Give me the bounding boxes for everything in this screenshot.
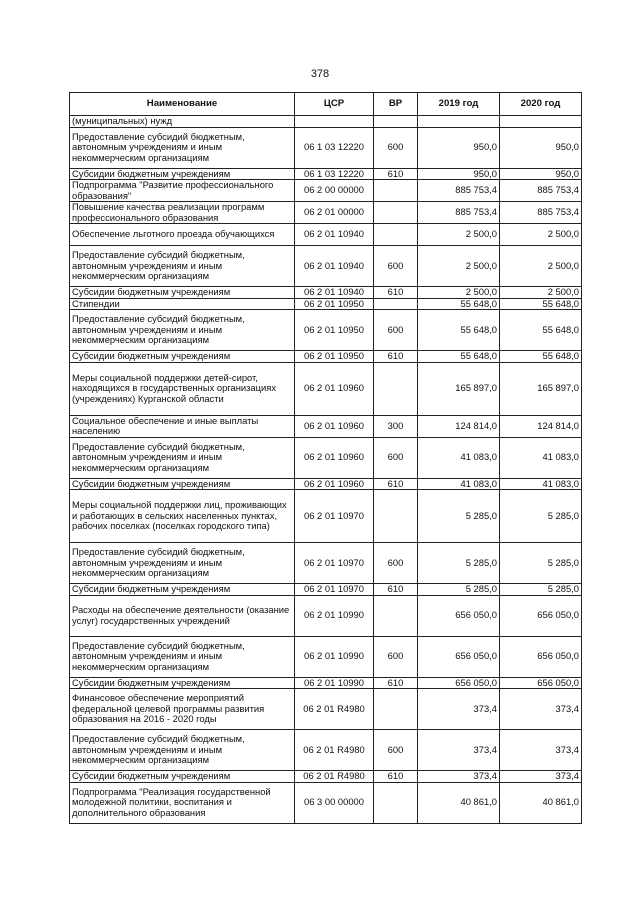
cell-y2019: 55 648,0: [418, 310, 500, 351]
cell-y2020: 40 861,0: [500, 782, 582, 823]
cell-y2020: 885 753,4: [500, 180, 582, 202]
cell-name: Субсидии бюджетным учреждениям: [70, 677, 295, 689]
cell-csr: 06 2 01 10960: [295, 437, 374, 478]
table-row: [70, 127, 582, 168]
cell-y2019: 5 285,0: [418, 543, 500, 584]
cell-y2019: 2 500,0: [418, 246, 500, 287]
cell-csr: 06 2 01 R4980: [295, 689, 374, 730]
table-row: [70, 636, 582, 677]
table-row: [70, 677, 582, 689]
cell-y2020: 2 500,0: [500, 287, 582, 299]
cell-y2020: 373,4: [500, 771, 582, 783]
cell-csr: 06 2 01 10970: [295, 584, 374, 596]
cell-y2019: 656 050,0: [418, 677, 500, 689]
cell-csr: 06 2 01 10970: [295, 543, 374, 584]
cell-csr: 06 1 03 12220: [295, 168, 374, 180]
cell-name: Меры социальной поддержки лиц, проживающих и работающих в сельских населенных пунктах, рабочих поселках (поселках городского типа): [70, 490, 295, 543]
cell-name: Предоставление субсидий бюджетным, автономным учреждениям и иным некоммерческим организациям: [70, 437, 295, 478]
cell-csr: 06 2 01 10940: [295, 224, 374, 246]
cell-csr: 06 2 01 10990: [295, 595, 374, 636]
cell-y2019: 2 500,0: [418, 224, 500, 246]
cell-vr: [374, 689, 418, 730]
cell-csr: 06 2 01 10940: [295, 287, 374, 299]
cell-name: Субсидии бюджетным учреждениям: [70, 287, 295, 299]
table-row: [70, 116, 582, 128]
table-row: [70, 287, 582, 299]
cell-vr: [374, 490, 418, 543]
cell-y2020: 950,0: [500, 127, 582, 168]
cell-y2019: 41 083,0: [418, 478, 500, 490]
cell-csr: [295, 116, 374, 128]
cell-y2019: 950,0: [418, 127, 500, 168]
cell-name: Предоставление субсидий бюджетным, автономным учреждениям и иным некоммерческим организациям: [70, 246, 295, 287]
cell-vr: 610: [374, 351, 418, 363]
cell-csr: 06 2 01 10960: [295, 415, 374, 437]
cell-name: Субсидии бюджетным учреждениям: [70, 584, 295, 596]
cell-name: Предоставление субсидий бюджетным, автономным учреждениям и иным некоммерческим организациям: [70, 730, 295, 771]
cell-name: Социальное обеспечение и иные выплаты населению: [70, 415, 295, 437]
cell-vr: 600: [374, 543, 418, 584]
cell-csr: 06 2 01 10960: [295, 362, 374, 415]
cell-vr: 600: [374, 437, 418, 478]
header-csr: ЦСР: [295, 93, 374, 116]
cell-y2020: 41 083,0: [500, 437, 582, 478]
header-vr: ВР: [374, 93, 418, 116]
cell-csr: 06 2 01 10950: [295, 351, 374, 363]
cell-csr: 06 2 01 10940: [295, 246, 374, 287]
table-row: [70, 180, 582, 202]
table-row: [70, 168, 582, 180]
cell-csr: 06 2 01 10970: [295, 490, 374, 543]
cell-y2020: 55 648,0: [500, 310, 582, 351]
cell-name: (муниципальных) нужд: [70, 116, 295, 128]
cell-y2019: 5 285,0: [418, 490, 500, 543]
cell-name: Расходы на обеспечение деятельности (оказание услуг) государственных учреждений: [70, 595, 295, 636]
table-row: [70, 730, 582, 771]
cell-y2019: 373,4: [418, 771, 500, 783]
cell-vr: 600: [374, 246, 418, 287]
table-row: [70, 298, 582, 310]
cell-y2019: 373,4: [418, 730, 500, 771]
table-row: [70, 771, 582, 783]
cell-y2020: 124 814,0: [500, 415, 582, 437]
cell-vr: 300: [374, 415, 418, 437]
table-row: [70, 437, 582, 478]
cell-y2020: 656 050,0: [500, 595, 582, 636]
cell-csr: 06 2 01 00000: [295, 202, 374, 224]
cell-y2019: 55 648,0: [418, 351, 500, 363]
cell-vr: 600: [374, 127, 418, 168]
cell-csr: 06 2 01 R4980: [295, 771, 374, 783]
cell-y2020: 5 285,0: [500, 543, 582, 584]
cell-name: Стипендии: [70, 298, 295, 310]
cell-csr: 06 2 01 10960: [295, 478, 374, 490]
cell-y2019: 950,0: [418, 168, 500, 180]
cell-name: Предоставление субсидий бюджетным, автономным учреждениям и иным некоммерческим организациям: [70, 127, 295, 168]
cell-vr: 600: [374, 310, 418, 351]
cell-y2019: 885 753,4: [418, 202, 500, 224]
cell-name: Субсидии бюджетным учреждениям: [70, 771, 295, 783]
cell-y2020: 373,4: [500, 689, 582, 730]
cell-y2020: 656 050,0: [500, 636, 582, 677]
page-number: 378: [310, 68, 330, 80]
cell-name: Предоставление субсидий бюджетным, автономным учреждениям и иным некоммерческим организациям: [70, 543, 295, 584]
cell-vr: [374, 180, 418, 202]
cell-vr: 610: [374, 771, 418, 783]
header-2019: 2019 год: [418, 93, 500, 116]
table-row: [70, 415, 582, 437]
cell-y2019: 5 285,0: [418, 584, 500, 596]
cell-y2020: [500, 116, 582, 128]
table-header-row: [70, 93, 582, 116]
cell-y2019: 885 753,4: [418, 180, 500, 202]
cell-name: Субсидии бюджетным учреждениям: [70, 478, 295, 490]
header-name: Наименование: [70, 93, 295, 116]
table-row: [70, 202, 582, 224]
cell-vr: [374, 362, 418, 415]
table-row: [70, 543, 582, 584]
cell-csr: 06 2 01 10990: [295, 636, 374, 677]
cell-vr: 600: [374, 730, 418, 771]
table-row: [70, 782, 582, 823]
table-row: [70, 224, 582, 246]
cell-y2020: 5 285,0: [500, 490, 582, 543]
cell-y2019: 41 083,0: [418, 437, 500, 478]
cell-vr: [374, 202, 418, 224]
cell-vr: 610: [374, 478, 418, 490]
cell-name: Предоставление субсидий бюджетным, автономным учреждениям и иным некоммерческим организациям: [70, 636, 295, 677]
cell-csr: 06 2 01 R4980: [295, 730, 374, 771]
cell-y2020: 950,0: [500, 168, 582, 180]
table-row: [70, 595, 582, 636]
cell-vr: [374, 116, 418, 128]
cell-vr: 610: [374, 584, 418, 596]
cell-name: Предоставление субсидий бюджетным, автономным учреждениям и иным некоммерческим организациям: [70, 310, 295, 351]
cell-y2019: 124 814,0: [418, 415, 500, 437]
cell-name: Субсидии бюджетным учреждениям: [70, 168, 295, 180]
cell-y2020: 5 285,0: [500, 584, 582, 596]
cell-csr: 06 2 00 00000: [295, 180, 374, 202]
header-2020: 2020 год: [500, 93, 582, 116]
cell-y2019: 2 500,0: [418, 287, 500, 299]
cell-name: Субсидии бюджетным учреждениям: [70, 351, 295, 363]
cell-y2019: 656 050,0: [418, 595, 500, 636]
cell-y2019: 656 050,0: [418, 636, 500, 677]
cell-y2020: 885 753,4: [500, 202, 582, 224]
cell-vr: 610: [374, 677, 418, 689]
cell-name: Подпрограмма "Развитие профессионального образования": [70, 180, 295, 202]
cell-csr: 06 1 03 12220: [295, 127, 374, 168]
cell-name: Обеспечение льготного проезда обучающихся: [70, 224, 295, 246]
table-body: [70, 116, 582, 824]
table-row: [70, 351, 582, 363]
cell-vr: 610: [374, 287, 418, 299]
cell-name: Финансовое обеспечение мероприятий федеральной целевой программы развития образования на 2016 - 2020 годы: [70, 689, 295, 730]
table-row: [70, 478, 582, 490]
cell-y2019: [418, 116, 500, 128]
cell-y2020: 2 500,0: [500, 224, 582, 246]
cell-y2019: 40 861,0: [418, 782, 500, 823]
table-row: [70, 490, 582, 543]
cell-y2019: 55 648,0: [418, 298, 500, 310]
cell-vr: [374, 595, 418, 636]
cell-vr: 610: [374, 168, 418, 180]
cell-y2020: 55 648,0: [500, 351, 582, 363]
cell-vr: [374, 298, 418, 310]
table-row: [70, 246, 582, 287]
budget-table: [69, 92, 582, 824]
cell-vr: [374, 224, 418, 246]
cell-y2020: 41 083,0: [500, 478, 582, 490]
table-row: [70, 310, 582, 351]
cell-csr: 06 2 01 10990: [295, 677, 374, 689]
cell-vr: [374, 782, 418, 823]
cell-y2020: 656 050,0: [500, 677, 582, 689]
cell-name: Повышение качества реализации программ профессионального образования: [70, 202, 295, 224]
table-row: [70, 362, 582, 415]
cell-name: Подпрограмма "Реализация государственной молодежной политики, воспитания и дополнительного образования: [70, 782, 295, 823]
cell-y2019: 165 897,0: [418, 362, 500, 415]
cell-y2019: 373,4: [418, 689, 500, 730]
cell-csr: 06 3 00 00000: [295, 782, 374, 823]
cell-vr: 600: [374, 636, 418, 677]
table-row: [70, 584, 582, 596]
cell-csr: 06 2 01 10950: [295, 298, 374, 310]
cell-y2020: 2 500,0: [500, 246, 582, 287]
cell-csr: 06 2 01 10950: [295, 310, 374, 351]
table-row: [70, 689, 582, 730]
cell-name: Меры социальной поддержки детей-сирот, находящихся в государственных организациях (учреждениях) Курганской области: [70, 362, 295, 415]
cell-y2020: 55 648,0: [500, 298, 582, 310]
cell-y2020: 373,4: [500, 730, 582, 771]
cell-y2020: 165 897,0: [500, 362, 582, 415]
